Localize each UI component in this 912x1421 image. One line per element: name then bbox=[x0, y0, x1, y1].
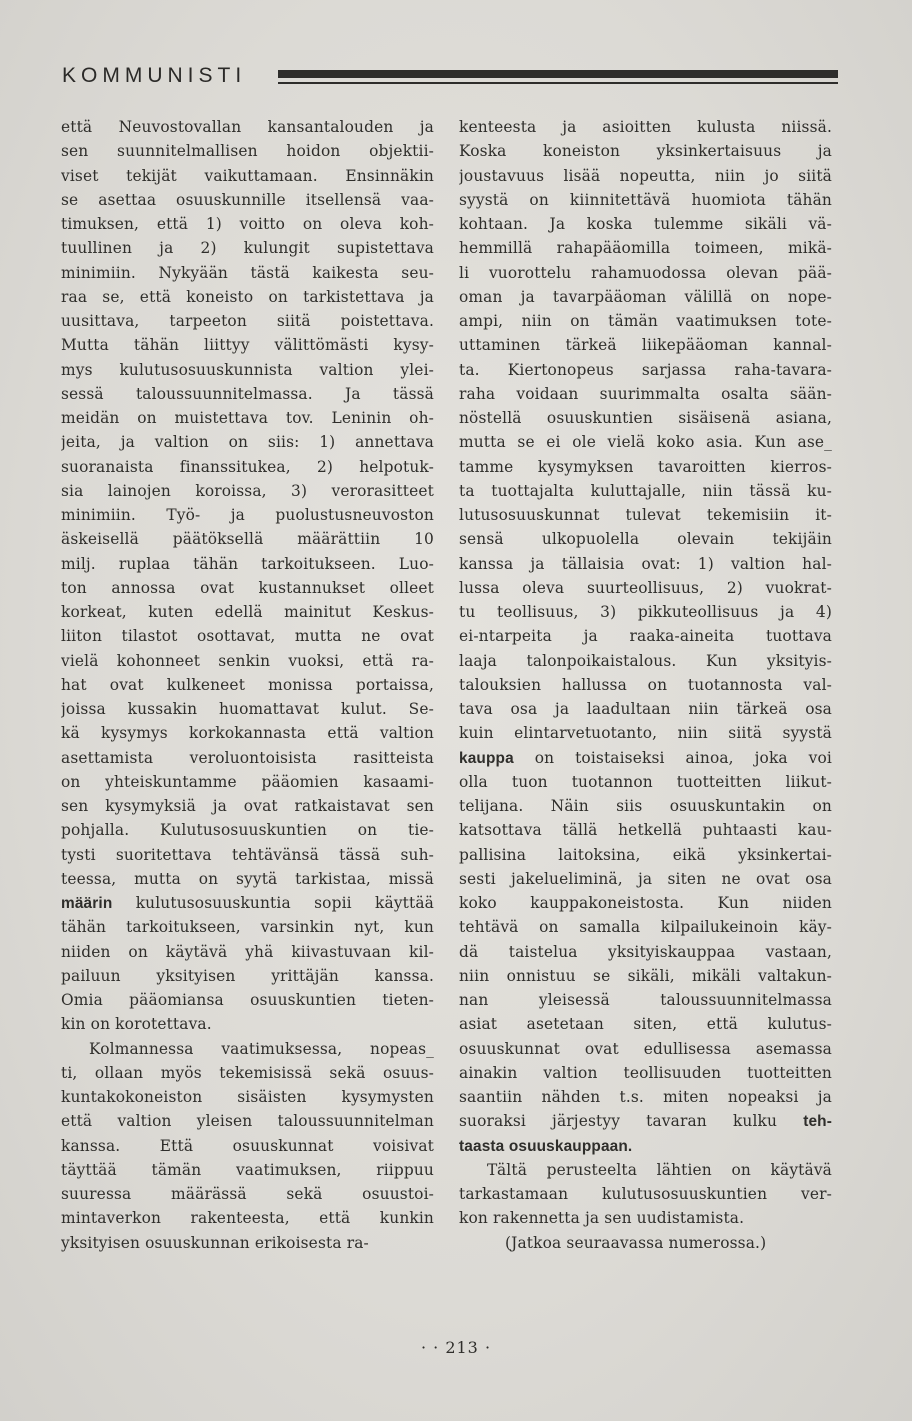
right-column-line: kuin elintarvetuotanto, niin siitä syystä bbox=[459, 724, 832, 743]
right-column-line: hemmillä rahapääomilla toimeen, mikä- bbox=[459, 239, 832, 258]
left-column-line: sen kysymyksiä ja ovat ratkaistavat sen bbox=[61, 797, 434, 815]
left-column-line: pohjalla. Kulutusosuuskuntien on tie- bbox=[61, 821, 434, 840]
right-column-line: ta. Kiertonopeus sarjassa raha-tavara- bbox=[459, 360, 832, 379]
left-column-line: minimiin. Työ- ja puolustusneuvoston bbox=[61, 506, 434, 524]
left-column bbox=[61, 115, 434, 1255]
left-column-line: ti, ollaan myös tekemisissä sekä osuus- bbox=[61, 1063, 434, 1082]
right-column-line: suoraksi järjestyy tavaran kulku teh- bbox=[459, 1112, 832, 1131]
right-column-line: koko kauppakoneistosta. Kun niiden bbox=[459, 894, 832, 912]
left-column-line: milj. ruplaa tähän tarkoitukseen. Luo- bbox=[61, 554, 434, 573]
left-column-line: hat ovat kulkeneet monissa portaissa, bbox=[61, 675, 434, 694]
header-rule-thin bbox=[278, 82, 838, 84]
left-column-line: on yhteiskuntamme pääomien kasaami- bbox=[61, 772, 434, 791]
left-column-line: Omia pääomiansa osuuskuntien tieten- bbox=[61, 991, 434, 1009]
right-column-line: ainakin valtion teollisuuden tuotteitten bbox=[459, 1063, 832, 1082]
left-column-line: sessä taloussuunnitelmassa. Ja tässä bbox=[61, 384, 434, 403]
header-rule-thick bbox=[278, 70, 838, 78]
right-column-line: pallisina laitoksina, eikä yksinkertai- bbox=[459, 845, 832, 864]
right-column-line: tehtävä on samalla kilpailukeinoin käy- bbox=[459, 918, 832, 937]
left-column-line: yksityisen osuuskunnan erikoisesta ra- bbox=[61, 1233, 369, 1252]
right-column-line: kauppa on toistaiseksi ainoa, joka voi bbox=[459, 748, 832, 767]
left-column-line: suoranaista finanssitukea, 2) helpotuk- bbox=[61, 457, 434, 476]
left-column-line: suuressa määrässä sekä osuustoi- bbox=[61, 1185, 434, 1203]
right-column-line: sesti jakelueliminä, ja siten ne ovat osa bbox=[459, 869, 832, 888]
right-column-line: tu teollisuus, 3) pikkuteollisuus ja 4) bbox=[459, 603, 832, 621]
left-column-line: Mutta tähän liittyy välittömästi kysy- bbox=[61, 336, 434, 355]
left-column-line: sen suunnitelmallisen hoidon objektii- bbox=[61, 142, 434, 161]
right-column-line: nöstellä osuuskuntien sisäisenä asiana, bbox=[459, 409, 832, 427]
left-column-line: raa se, että koneisto on tarkistettava ja bbox=[61, 287, 434, 306]
right-column-line: raha voidaan suurimmalta osalta sään- bbox=[459, 384, 832, 403]
left-column-line: täyttää tämän vaatimuksen, riippuu bbox=[61, 1160, 434, 1179]
left-column-line: teessa, mutta on syytä tarkistaa, missä bbox=[61, 869, 434, 888]
right-column-line: nan yleisessä taloussuunnitelmassa bbox=[459, 991, 832, 1009]
left-column-line: pailuun yksityisen yrittäjän kanssa. bbox=[61, 966, 434, 985]
left-column-line: äskeisellä päätöksellä määrättiin 10 bbox=[61, 530, 434, 549]
right-column-line: joustavuus lisää nopeutta, niin jo siitä bbox=[459, 166, 832, 185]
left-column-line: uusittava, tarpeeton siitä poistettava. bbox=[61, 312, 434, 330]
right-column-line: Koska koneiston yksinkertaisuus ja bbox=[459, 142, 832, 161]
left-column-line: tuullinen ja 2) kulungit supistettava bbox=[61, 239, 434, 258]
right-column-line: asiat asetetaan siten, että kulutus- bbox=[459, 1015, 832, 1034]
left-column-line: asettamista veroluontoisista rasitteista bbox=[61, 748, 434, 767]
right-column-line: li vuorottelu rahamuodossa olevan pää- bbox=[459, 263, 832, 282]
left-column-line: kuntakokoneiston sisäisten kysymysten bbox=[61, 1088, 434, 1106]
right-column-line: olla tuon tuotannon tuotteitten liikut- bbox=[459, 772, 832, 791]
right-column-line: telijana. Näin siis osuuskuntakin on bbox=[459, 797, 832, 815]
right-column-line: katsottava tällä hetkellä puhtaasti kau- bbox=[459, 821, 832, 840]
left-column-line: määrin kulutusosuuskuntia sopii käyttää bbox=[61, 894, 434, 912]
right-column-line: ei-ntarpeita ja raaka-aineita tuottava bbox=[459, 627, 832, 646]
left-column-line: meidän on muistettava tov. Leninin oh- bbox=[61, 409, 434, 427]
right-column-line: kon rakennetta ja sen uudistamista. bbox=[459, 1209, 745, 1228]
left-column-line: kin on korotettava. bbox=[61, 1015, 212, 1034]
left-column-line: viset tekijät vaikuttamaan. Ensinnäkin bbox=[61, 166, 434, 185]
left-column-line: vielä kohonneet senkin vuoksi, että ra- bbox=[61, 651, 434, 670]
right-column-line: niin onnistuu se sikäli, mikäli valtakun- bbox=[459, 966, 832, 985]
right-column-line: kohtaan. Ja koska tulemme sikäli vä- bbox=[459, 215, 832, 233]
right-column-line: mutta se ei ole vielä koko asia. Kun ase_ bbox=[459, 433, 832, 452]
page-number: · · 213 · bbox=[420, 1338, 492, 1357]
left-column-line: sia lainojen koroissa, 3) verorasitteet bbox=[61, 481, 434, 500]
right-column-line: talouksien hallussa on tuotannosta val- bbox=[459, 675, 832, 694]
left-column-line: jeita, ja valtion on siis: 1) annettava bbox=[61, 433, 434, 452]
left-column-line: Kolmannessa vaatimuksessa, nopeas_ bbox=[89, 1039, 434, 1058]
left-column-line: tysti suoritettava tehtävänsä tässä suh- bbox=[61, 845, 434, 864]
right-column-line: (Jatkoa seuraavassa numerossa.) bbox=[505, 1233, 767, 1252]
right-column-line: ampi, niin on tämän vaatimuksen tote- bbox=[459, 312, 832, 330]
right-column-line: Tältä perusteelta lähtien on käytävä bbox=[487, 1160, 832, 1179]
left-column-line: joissa kussakin huomattavat kulut. Se- bbox=[61, 700, 434, 718]
left-column-line: kä kysymys korkokannasta että valtion bbox=[61, 724, 434, 743]
left-column-line: liiton tilastot osottavat, mutta ne ovat bbox=[61, 627, 434, 646]
masthead-title: KOMMUNISTI bbox=[62, 64, 247, 87]
right-column-line: ta tuottajalta kuluttajalle, niin tässä ku- bbox=[459, 481, 832, 500]
right-column-line: tava osa ja laadultaan niin tärkeä osa bbox=[459, 700, 832, 718]
left-column-line: että Neuvostovallan kansantalouden ja bbox=[61, 118, 434, 136]
page-header bbox=[62, 60, 842, 94]
right-column-line: sensä ulkopuolella olevain tekijäin bbox=[459, 530, 832, 549]
left-column-line: timuksen, että 1) voitto on oleva koh- bbox=[61, 215, 434, 233]
left-column-line: korkeat, kuten edellä mainitut Keskus- bbox=[61, 603, 434, 621]
left-column-line: kanssa. Että osuuskunnat voisivat bbox=[61, 1136, 434, 1155]
right-column-line: osuuskunnat ovat edullisessa asemassa bbox=[459, 1039, 832, 1058]
right-column-line: lussa oleva suurteollisuus, 2) vuokrat- bbox=[459, 578, 832, 597]
left-column-line: niiden on käytävä yhä kiivastuvaan kil- bbox=[61, 942, 434, 961]
right-column-line: taasta osuuskauppaan. bbox=[459, 1137, 633, 1155]
left-column-line: tähän tarkoitukseen, varsinkin nyt, kun bbox=[61, 918, 434, 937]
right-column-line: uttaminen tärkeä liikepääoman kannal- bbox=[459, 336, 832, 355]
right-column-line: saantiin nähden t.s. miten nopeaksi ja bbox=[459, 1088, 832, 1106]
left-column-line: se asettaa osuuskunnille itsellensä vaa- bbox=[61, 190, 434, 209]
left-column-line: minimiin. Nykyään tästä kaikesta seu- bbox=[61, 263, 434, 282]
left-column-line: ton annossa ovat kustannukset olleet bbox=[61, 578, 434, 597]
right-column-line: oman ja tavarpääoman välillä on nope- bbox=[459, 287, 832, 306]
right-column-line: tamme kysymyksen tavaroitten kierros- bbox=[459, 457, 832, 476]
right-column-line: dä taistelua yksityiskauppaa vastaan, bbox=[459, 942, 832, 961]
left-column-line: että valtion yleisen taloussuunnitelman bbox=[61, 1112, 434, 1131]
right-column-line: tarkastamaan kulutusosuuskuntien ver- bbox=[459, 1185, 832, 1203]
left-column-line: mys kulutusosuuskunnista valtion ylei- bbox=[61, 360, 434, 379]
right-column-line: kanssa ja tällaisia ovat: 1) valtion hal- bbox=[459, 554, 832, 573]
right-column-line: syystä on kiinnitettävä huomiota tähän bbox=[459, 190, 832, 209]
right-column-line: kenteesta ja asioitten kulusta niissä. bbox=[459, 118, 832, 136]
right-column-line: laaja talonpoikaistalous. Kun yksityis- bbox=[459, 651, 832, 670]
right-column-line: lutusosuuskunnat tulevat tekemisiin it- bbox=[459, 506, 832, 524]
right-column bbox=[459, 115, 832, 1255]
left-column-line: mintaverkon rakenteesta, että kunkin bbox=[61, 1209, 434, 1228]
